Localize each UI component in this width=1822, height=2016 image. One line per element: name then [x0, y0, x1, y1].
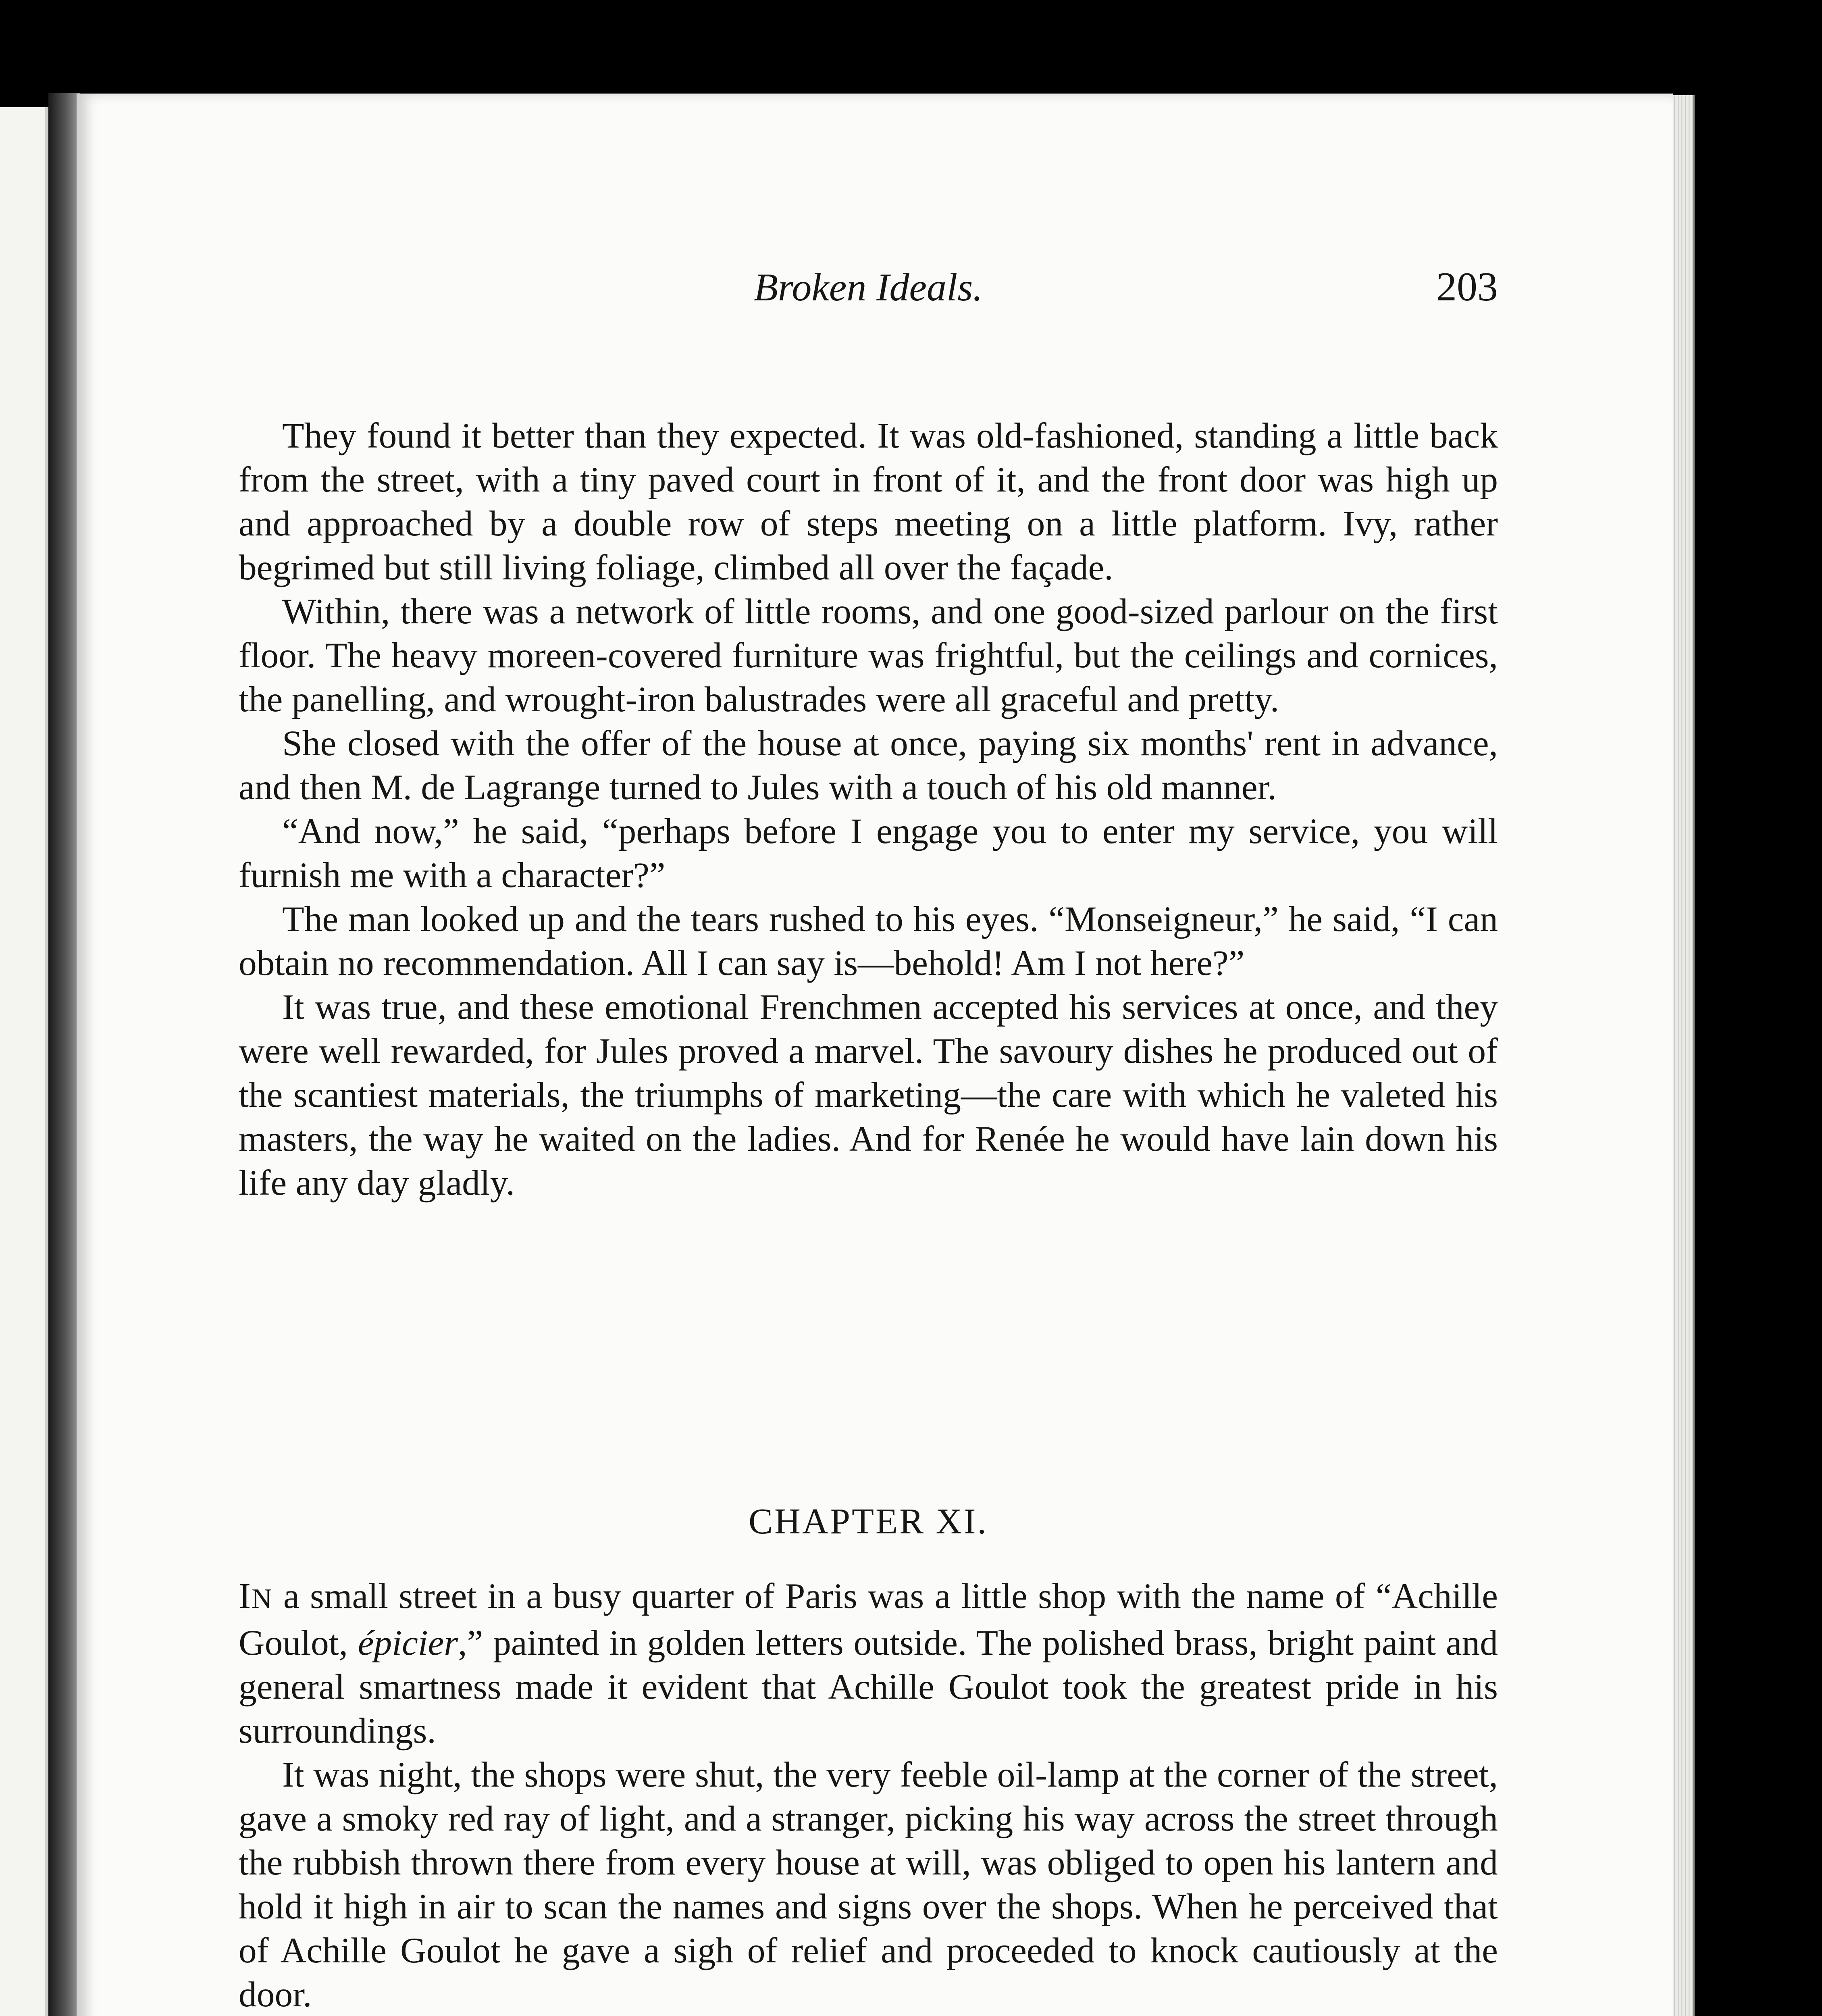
page-number: 203	[1436, 264, 1498, 310]
opening-small-caps	[239, 1576, 273, 1616]
chapter-opening-paragraph	[239, 1574, 1498, 1753]
facing-page-edge	[0, 107, 48, 2016]
paragraph: It was true, and these emotional Frenchmen accepted his services at once, and they were well rewarded, for Jules proved a marvel. The savoury dishes he produced out of the scantiest materials, the triumphs of marketing—the care with which he valeted his masters, the way he waited on the ladies. And for Renée he would have lain down his life any day gladly.	[239, 987, 1498, 1203]
italic-word: épicier	[358, 1623, 458, 1663]
paragraph: It was night, the shops were shut, the very feeble oil-lamp at the corner of the street, gave a smoky red ray of light, and a stranger, picking his way across the street through the rubbish thrown there from every house at will, was obliged to open his lantern and hold it high in air to scan the names and signs over the shops. When he perceived that of Achille Goulot he gave a sigh of relief and proceeded to knock cautiously at the door.	[239, 1755, 1498, 2014]
paragraph: The man looked up and the tears rushed to his eyes. “Monseigneur,” he said, “I can obtain no recommendation. All I can say is—behold! Am I not here?”	[239, 899, 1498, 983]
running-title: Broken Ideals.	[754, 266, 983, 309]
paragraph: Within, there was a network of little rooms, and one good-sized parlour on the first floor. The heavy moreen-covered furniture was frightful, but the ceilings and cornices, the panelling, and wrought-iron balustrades were all graceful and pretty.	[239, 591, 1498, 719]
opening-initial: I	[239, 1576, 252, 1616]
opening-text-part-1: a small street in a busy quarter of Paris was a little shop with the name of “Achille Goulot,	[239, 1576, 1498, 1663]
book-gutter	[48, 93, 80, 2016]
running-head	[239, 265, 1498, 329]
book-page	[77, 94, 1673, 2016]
opening-text-part-2: ,” painted in golden letters outside. The polished brass, bright paint and general smartness made it evident that Achille Goulot took the greatest pride in his surroundings.	[239, 1623, 1498, 1751]
opening-small-cap-letter: N	[251, 1583, 273, 1614]
chapter-text	[239, 1574, 1498, 2016]
paragraph: They found it better than they expected. It was old-fashioned, standing a little back from the street, with a tiny paved court in front of it, and the front door was high up and approached by a double row of steps meeting on a little platform. Ivy, rather begrimed but still living foliage, climbed all over the façade.	[239, 416, 1498, 587]
text-before-chapter	[239, 414, 1498, 1205]
paragraph: “And now,” he said, “perhaps before I engage you to enter my service, you will furnish me with a character?”	[239, 811, 1498, 895]
paragraph: She closed with the offer of the house at once, paying six months' rent in advance, and then M. de Lagrange turned to Jules with a touch of his old manner.	[239, 723, 1498, 807]
chapter-heading: CHAPTER XI.	[748, 1502, 988, 1541]
